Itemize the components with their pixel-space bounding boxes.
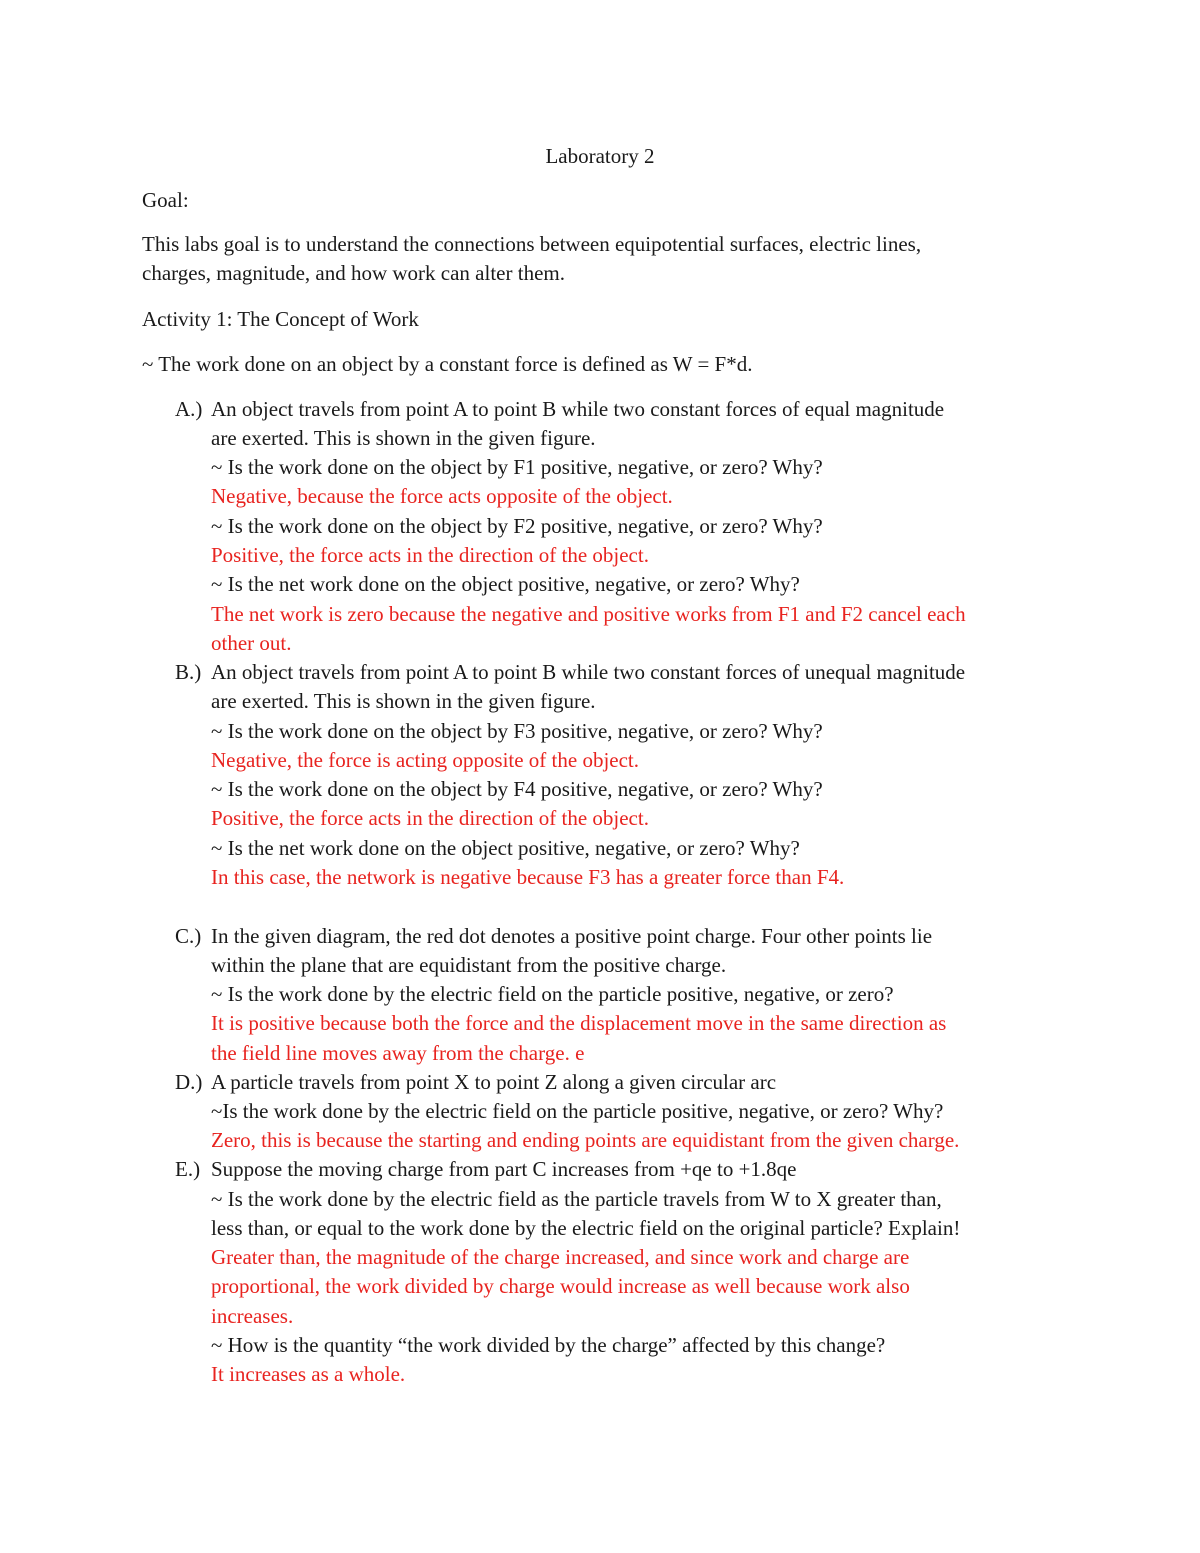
goal-text-line: charges, magnitude, and how work can alter them. bbox=[142, 261, 565, 285]
answer-line: proportional, the work divided by charge would increase as well because work also bbox=[211, 1274, 910, 1298]
answer-line: increases. bbox=[211, 1304, 294, 1328]
goal-text-line: This labs goal is to understand the connections between equipotential surfaces, electric lines, bbox=[142, 232, 922, 256]
item-label-c: C.) bbox=[175, 924, 202, 948]
question-line: ~ Is the work done by the electric field on the particle positive, negative, or zero? bbox=[211, 982, 894, 1006]
item-label-e: E.) bbox=[175, 1157, 201, 1181]
question-line: ~ Is the work done on the object by F4 positive, negative, or zero? Why? bbox=[211, 777, 823, 801]
answer-line: Greater than, the magnitude of the charge increased, and since work and charge are bbox=[211, 1245, 910, 1269]
answer-line: Zero, this is because the starting and ending points are equidistant from the given charge. bbox=[211, 1128, 960, 1152]
item-statement-line: An object travels from point A to point B while two constant forces of equal magnitude bbox=[211, 397, 945, 421]
item-statement-line: An object travels from point A to point B while two constant forces of unequal magnitude bbox=[211, 660, 966, 684]
question-line: ~ Is the work done on the object by F2 positive, negative, or zero? Why? bbox=[211, 514, 823, 538]
item-statement-line: are exerted. This is shown in the given figure. bbox=[211, 689, 596, 713]
item-statement-line: Suppose the moving charge from part C increases from +qe to +1.8qe bbox=[211, 1157, 797, 1181]
answer-line: the field line moves away from the charge. e bbox=[211, 1041, 585, 1065]
answer-line: other out. bbox=[211, 631, 292, 655]
question-line: ~ Is the work done on the object by F3 positive, negative, or zero? Why? bbox=[211, 719, 823, 743]
item-label-a: A.) bbox=[175, 397, 203, 421]
item-label-d: D.) bbox=[175, 1070, 203, 1094]
answer-line: Negative, because the force acts opposite of the object. bbox=[211, 484, 673, 508]
question-line: ~ Is the work done by the electric field as the particle travels from W to X greater than, bbox=[211, 1187, 942, 1211]
question-line: ~ Is the net work done on the object positive, negative, or zero? Why? bbox=[211, 836, 800, 860]
question-line: ~ Is the work done on the object by F1 positive, negative, or zero? Why? bbox=[211, 455, 823, 479]
item-statement-line: In the given diagram, the red dot denotes a positive point charge. Four other points lie bbox=[211, 924, 933, 948]
answer-line: In this case, the network is negative because F3 has a greater force than F4. bbox=[211, 865, 845, 889]
question-line: ~ How is the quantity “the work divided by the charge” affected by this change? bbox=[211, 1333, 886, 1357]
item-statement-line: within the plane that are equidistant from the positive charge. bbox=[211, 953, 727, 977]
answer-line: The net work is zero because the negative and positive works from F1 and F2 cancel each bbox=[211, 602, 966, 626]
item-statement-line: are exerted. This is shown in the given figure. bbox=[211, 426, 596, 450]
answer-line: Positive, the force acts in the direction of the object. bbox=[211, 806, 649, 830]
item-statement-line: A particle travels from point X to point Z along a given circular arc bbox=[211, 1070, 777, 1094]
page-title: Laboratory 2 bbox=[545, 144, 655, 168]
goal-heading: Goal: bbox=[142, 188, 189, 212]
answer-line: Negative, the force is acting opposite of the object. bbox=[211, 748, 640, 772]
question-line: ~Is the work done by the electric field on the particle positive, negative, or zero? Why? bbox=[211, 1099, 944, 1123]
answer-line: Positive, the force acts in the direction of the object. bbox=[211, 543, 649, 567]
question-line: less than, or equal to the work done by the electric field on the original particle? Explain! bbox=[211, 1216, 961, 1240]
item-label-b: B.) bbox=[175, 660, 202, 684]
answer-line: It increases as a whole. bbox=[211, 1362, 406, 1386]
answer-line: It is positive because both the force and the displacement move in the same direction as bbox=[211, 1011, 947, 1035]
activity-heading: Activity 1: The Concept of Work bbox=[142, 307, 419, 331]
work-definition: ~ The work done on an object by a constant force is defined as W = F*d. bbox=[142, 352, 753, 376]
question-line: ~ Is the net work done on the object positive, negative, or zero? Why? bbox=[211, 572, 800, 596]
